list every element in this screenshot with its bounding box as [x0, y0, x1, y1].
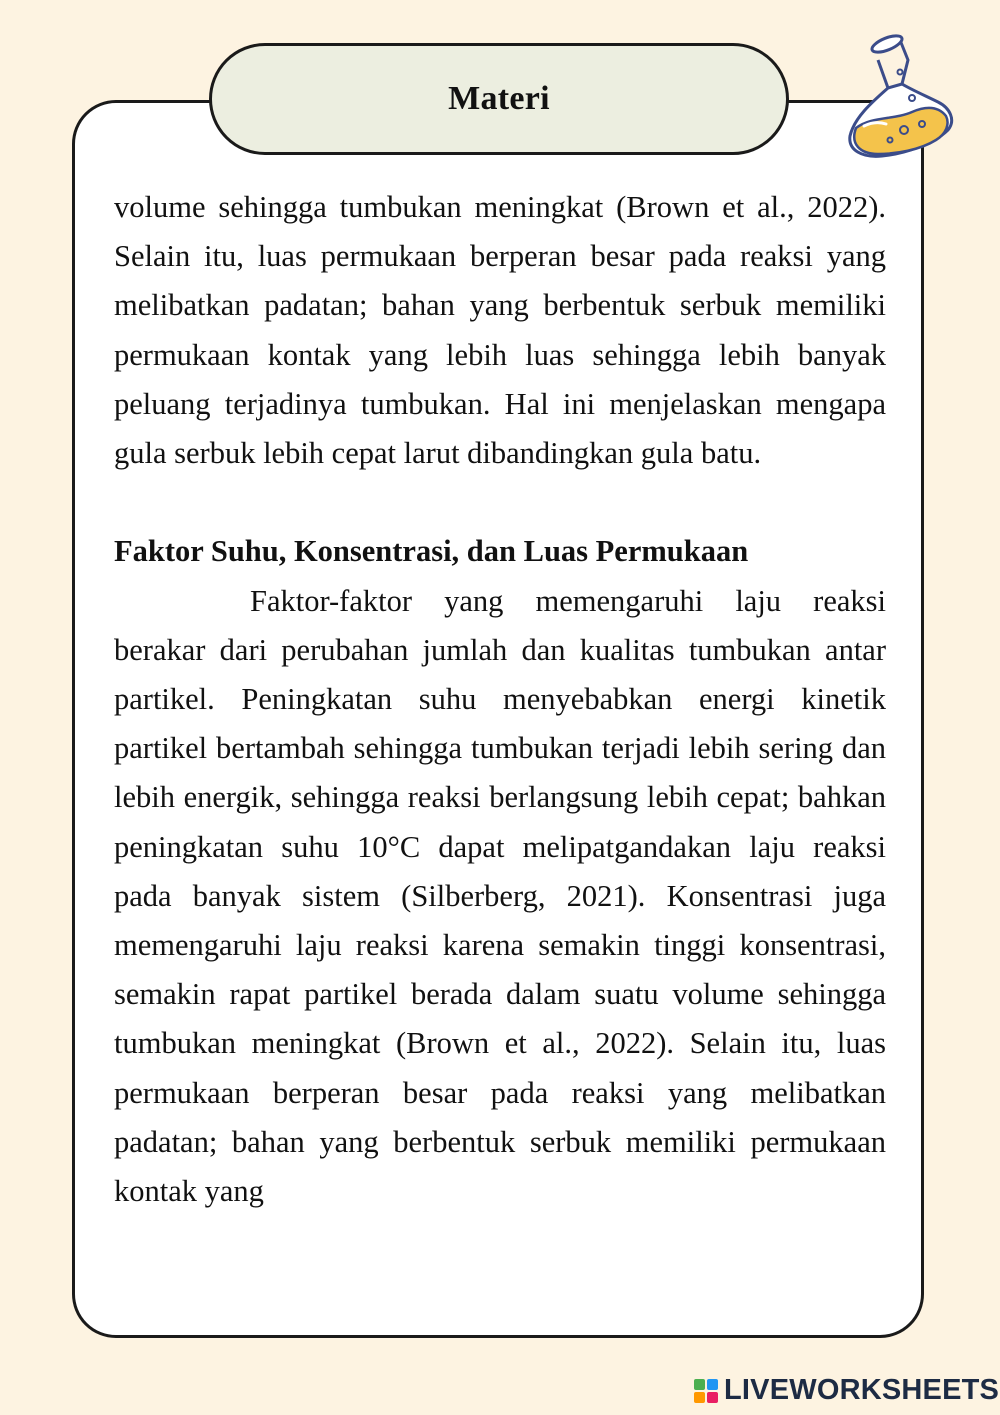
logo-square-4	[707, 1392, 718, 1403]
logo-square-1	[694, 1379, 705, 1390]
paragraph-2: Faktor-faktor yang memengaruhi laju reaksi berakar dari perubahan jumlah dan kualitas tumbukan antar partikel. Peningkatan suhu menyebabkan energi kinetik partikel bertambah sehingga tumbukan terjadi lebih sering dan lebih energik, sehingga reaksi berlangsung lebih cepat; bahkan peningkatan suhu 10°C dapat melipatgandakan laju reaksi pada banyak sistem (Silberberg, 2021). Konsentrasi juga memengaruhi laju reaksi karena semakin tinggi konsentrasi, semakin rapat partikel berada dalam suatu volume sehingga tumbukan meningkat (Brown et al., 2022). Selain itu, luas permukaan berperan besar pada reaksi yang melibatkan padatan; bahan yang berbentuk serbuk memiliki permukaan kontak yang	[114, 583, 886, 1209]
paragraph-gap	[114, 478, 886, 527]
content-body	[114, 183, 886, 1216]
liveworksheets-logo-text: LIVEWORKSHEETS	[724, 1374, 1000, 1406]
flask-icon	[842, 32, 957, 162]
logo-square-3	[694, 1392, 705, 1403]
logo-square-2	[707, 1379, 718, 1390]
section-heading: Faktor Suhu, Konsentrasi, dan Luas Permukaan	[114, 534, 749, 569]
page-title	[209, 43, 789, 155]
page-title-text: Materi	[448, 80, 550, 117]
paragraph-1: volume sehingga tumbukan meningkat (Brown et al., 2022). Selain itu, luas permukaan berperan besar pada reaksi yang melibatkan padatan; bahan yang berbentuk serbuk memiliki permukaan kontak yang lebih luas sehingga lebih banyak peluang terjadinya tumbukan. Hal ini menjelaskan mengapa gula serbuk lebih cepat larut dibandingkan gula batu.	[114, 190, 886, 471]
liveworksheets-logo-icon	[694, 1379, 718, 1403]
liveworksheets-logo	[694, 1374, 999, 1407]
